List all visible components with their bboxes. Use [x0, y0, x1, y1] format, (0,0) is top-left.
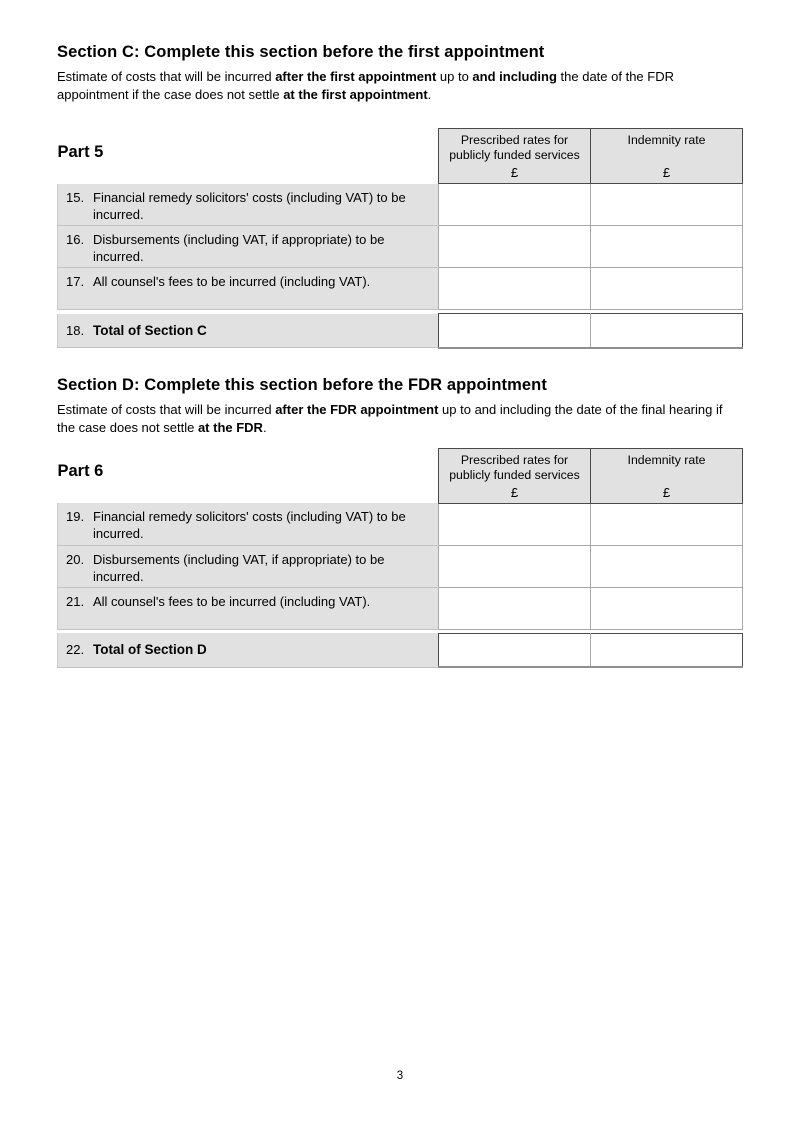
row-label: All counsel's fees to be incurred (including VAT). [93, 274, 371, 289]
pound-symbol: £ [510, 165, 519, 180]
row-number: 19. [66, 509, 85, 524]
row-18-label-cell [58, 314, 439, 348]
table-row-18-total [58, 314, 743, 348]
text-run: after the FDR appointment [275, 401, 439, 417]
indemnity-rate-header-label: Indemnity rate [627, 133, 706, 147]
prescribed-rates-header [439, 129, 591, 184]
row-19-prescribed-rate-cell[interactable] [439, 503, 591, 545]
pound-symbol: £ [662, 484, 671, 500]
part6-table [57, 448, 743, 669]
section-c [57, 42, 742, 349]
section-c-heading: Section C: Complete this section before the first appointment [57, 43, 545, 61]
prescribed-rates-header-label: Prescribed rates for publicly funded services [449, 452, 580, 482]
row-number: 15. [66, 189, 85, 205]
row-21-label-cell [58, 587, 439, 629]
row-18-prescribed-rate-cell[interactable] [439, 314, 591, 348]
indemnity-rate-header [591, 129, 743, 184]
row-19-label-cell [58, 503, 439, 545]
text-run: at the FDR [197, 419, 263, 435]
text-run: Estimate of costs that will be incurred [57, 401, 276, 417]
row-17-label-cell [58, 268, 439, 310]
table-row-17 [58, 268, 743, 310]
row-20-prescribed-rate-cell[interactable] [439, 545, 591, 587]
page-number: 3 [396, 1070, 404, 1082]
row-number: 18. [66, 322, 85, 338]
table-row-21 [58, 587, 743, 629]
pound-symbol: £ [662, 165, 671, 180]
indemnity-rate-header [591, 448, 743, 503]
row-21-prescribed-rate-cell[interactable] [439, 587, 591, 629]
table-row-22-total [58, 633, 743, 667]
indemnity-rate-header-label: Indemnity rate [627, 452, 706, 467]
section-d-intro [57, 401, 742, 437]
section-c-intro [57, 68, 742, 104]
row-20-label-cell [58, 545, 439, 587]
row-label: All counsel's fees to be incurred (including VAT). [93, 593, 371, 609]
text-run: Estimate of costs that will be incurred [57, 69, 276, 84]
row-15-label-cell [58, 184, 439, 226]
row-number: 16. [66, 232, 85, 247]
part6-heading-cell [58, 448, 439, 503]
text-run: . [427, 87, 432, 102]
row-label: Disbursements (including VAT, if appropriate) to be incurred. [93, 232, 385, 264]
part5-label: Part 5 [57, 142, 104, 161]
row-22-indemnity-rate-cell[interactable] [591, 633, 743, 667]
row-17-indemnity-rate-cell[interactable] [591, 268, 743, 310]
row-number: 22. [66, 642, 85, 658]
text-run: at the first appointment [283, 87, 428, 102]
part5-table [57, 128, 743, 349]
row-15-indemnity-rate-cell[interactable] [591, 184, 743, 226]
table-row-15 [58, 184, 743, 226]
prescribed-rates-header [439, 448, 591, 503]
row-15-prescribed-rate-cell[interactable] [439, 184, 591, 226]
table-row-16 [58, 226, 743, 268]
row-17-prescribed-rate-cell[interactable] [439, 268, 591, 310]
row-label: Financial remedy solicitors' costs (including VAT) to be incurred. [93, 509, 406, 541]
document-content [57, 0, 742, 668]
part6-header-row [58, 448, 743, 503]
table-row-19 [58, 503, 743, 545]
row-16-prescribed-rate-cell[interactable] [439, 226, 591, 268]
text-run: after the first appointment [275, 69, 437, 84]
row-number: 21. [66, 593, 85, 609]
pound-symbol: £ [510, 484, 519, 500]
text-run: up to and including the date of the final hearing if the case does not settle [57, 401, 723, 435]
section-d-heading: Section D: Complete this section before the FDR appointment [57, 375, 547, 394]
part6-label: Part 6 [57, 462, 104, 480]
row-16-indemnity-rate-cell[interactable] [591, 226, 743, 268]
prescribed-rates-header-label: Prescribed rates for publicly funded services [449, 133, 580, 162]
text-run: and including [472, 69, 557, 84]
row-22-label-cell [58, 633, 439, 667]
row-label: Financial remedy solicitors' costs (including VAT) to be incurred. [93, 189, 406, 222]
row-18-indemnity-rate-cell[interactable] [591, 314, 743, 348]
table-row-20 [58, 545, 743, 587]
row-16-label-cell [58, 226, 439, 268]
text-run: . [262, 419, 267, 435]
text-run: the date of the FDR appointment if the case does not settle [57, 69, 674, 102]
part5-header-row [58, 129, 743, 184]
row-label: Disbursements (including VAT, if appropriate) to be incurred. [93, 551, 385, 584]
total-label: Total of Section C [93, 322, 207, 338]
row-22-prescribed-rate-cell[interactable] [439, 633, 591, 667]
row-number: 20. [66, 551, 85, 567]
part5-heading-cell [58, 129, 439, 184]
row-19-indemnity-rate-cell[interactable] [591, 503, 743, 545]
row-21-indemnity-rate-cell[interactable] [591, 587, 743, 629]
text-run: up to [436, 69, 473, 84]
total-label: Total of Section D [93, 642, 207, 658]
section-d [57, 375, 742, 669]
row-20-indemnity-rate-cell[interactable] [591, 545, 743, 587]
row-number: 17. [66, 274, 85, 289]
